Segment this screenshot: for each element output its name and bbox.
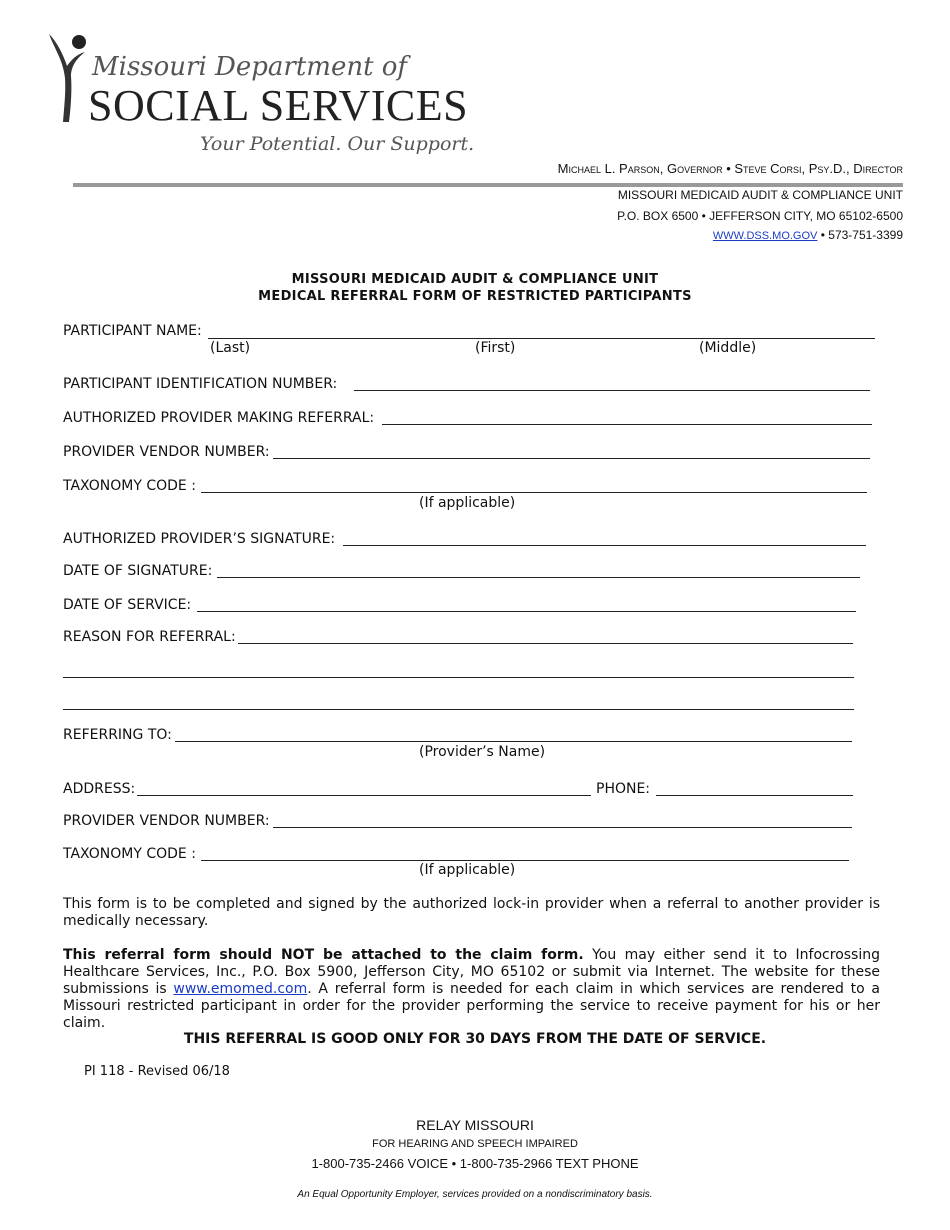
submission-text-b: . A referral form is needed for each claim in which services are rendered to a Missouri restricted participant in order for the provider performing the service to receive payment for his or her claim. xyxy=(63,981,880,1031)
taxonomy-field[interactable] xyxy=(201,492,867,493)
date-signature-label: DATE OF SIGNATURE: xyxy=(63,563,213,579)
dss-website-link[interactable]: WWW.DSS.MO.GOV xyxy=(712,230,818,242)
reason-field-line1[interactable] xyxy=(238,643,853,644)
taxonomy-2-label: TAXONOMY CODE : xyxy=(63,846,196,862)
phone-field[interactable] xyxy=(656,795,853,796)
unit-phone: • 573-751-3399 xyxy=(820,228,903,242)
relay-impaired: FOR HEARING AND SPEECH IMPAIRED xyxy=(372,1138,578,1150)
reason-field-line2[interactable] xyxy=(63,677,854,678)
signature-field[interactable] xyxy=(343,545,866,546)
vendor-number-field[interactable] xyxy=(273,458,870,459)
address-field[interactable] xyxy=(137,795,591,796)
relay-missouri: RELAY MISSOURI xyxy=(416,1117,534,1133)
unit-name: MISSOURI MEDICAID AUDIT & COMPLIANCE UNIT xyxy=(617,188,903,202)
referring-to-field[interactable] xyxy=(175,741,852,742)
address-label: ADDRESS: xyxy=(63,781,136,797)
logo-tagline: Your Potential. Our Support. xyxy=(200,133,475,155)
date-signature-field[interactable] xyxy=(217,577,860,578)
auth-provider-field[interactable] xyxy=(382,424,872,425)
instructions-paragraph: This form is to be completed and signed by the authorized lock-in provider when a referral to another provider is medically necessary. xyxy=(63,896,880,929)
middle-name-caption: (Middle) xyxy=(699,340,757,356)
participant-id-label: PARTICIPANT IDENTIFICATION NUMBER: xyxy=(63,376,338,392)
vendor-number-label: PROVIDER VENDOR NUMBER: xyxy=(63,444,270,460)
participant-id-field[interactable] xyxy=(354,390,870,391)
last-name-caption: (Last) xyxy=(210,340,251,356)
taxonomy-2-field[interactable] xyxy=(201,860,849,861)
emomed-link[interactable]: www.emomed.com xyxy=(173,981,308,997)
participant-name-field[interactable] xyxy=(208,338,875,339)
submission-warning: This referral form should NOT be attached to the claim form. xyxy=(63,947,584,963)
logo-dept-text: Missouri Department of xyxy=(92,52,408,82)
reason-field-line3[interactable] xyxy=(63,709,854,710)
submission-paragraph xyxy=(63,947,880,1032)
unit-contact xyxy=(713,228,903,242)
taxonomy-label: TAXONOMY CODE : xyxy=(63,478,196,494)
header-divider xyxy=(73,183,903,187)
validity-notice: THIS REFERRAL IS GOOD ONLY FOR 30 DAYS FROM THE DATE OF SERVICE. xyxy=(183,1031,767,1047)
form-title: MEDICAL REFERRAL FORM OF RESTRICTED PARTICIPANTS xyxy=(258,289,692,304)
submission-text-a: You may either send it to Infocrossing Healthcare Services, Inc., P.O. Box 5900, Jefferson City, MO 65102 or submit via Internet. The website for these submissions is xyxy=(63,947,880,997)
form-id: PI 118 - Revised 06/18 xyxy=(84,1064,230,1079)
provider-name-caption: (Provider’s Name) xyxy=(419,744,546,760)
relay-numbers: 1-800-735-2466 VOICE • 1-800-735-2966 TEXT PHONE xyxy=(311,1156,639,1171)
form-title-unit: MISSOURI MEDICAID AUDIT & COMPLIANCE UNIT xyxy=(291,272,659,287)
date-service-field[interactable] xyxy=(197,611,856,612)
reason-label: REASON FOR REFERRAL: xyxy=(63,629,236,645)
taxonomy-caption: (If applicable) xyxy=(419,495,516,511)
eeo-statement: An Equal Opportunity Employer, services provided on a nondiscriminatory basis. xyxy=(297,1189,653,1200)
participant-name-label: PARTICIPANT NAME: xyxy=(63,323,202,339)
logo-services-text: SOCIAL SERVICES xyxy=(88,81,469,130)
officials-line: Michael L. Parson, Governor • Steve Corsi, Psy.D., Director xyxy=(557,161,903,176)
vendor-number-2-field[interactable] xyxy=(273,827,852,828)
taxonomy-2-caption: (If applicable) xyxy=(419,862,516,878)
date-service-label: DATE OF SERVICE: xyxy=(63,597,192,613)
unit-address: P.O. BOX 6500 • JEFFERSON CITY, MO 65102-6500 xyxy=(617,209,903,223)
phone-label: PHONE: xyxy=(596,781,651,797)
signature-label: AUTHORIZED PROVIDER’S SIGNATURE: xyxy=(63,531,336,547)
vendor-number-2-label: PROVIDER VENDOR NUMBER: xyxy=(63,813,270,829)
auth-provider-label: AUTHORIZED PROVIDER MAKING REFERRAL: xyxy=(63,410,375,426)
referring-to-label: REFERRING TO: xyxy=(63,727,172,743)
first-name-caption: (First) xyxy=(475,340,516,356)
